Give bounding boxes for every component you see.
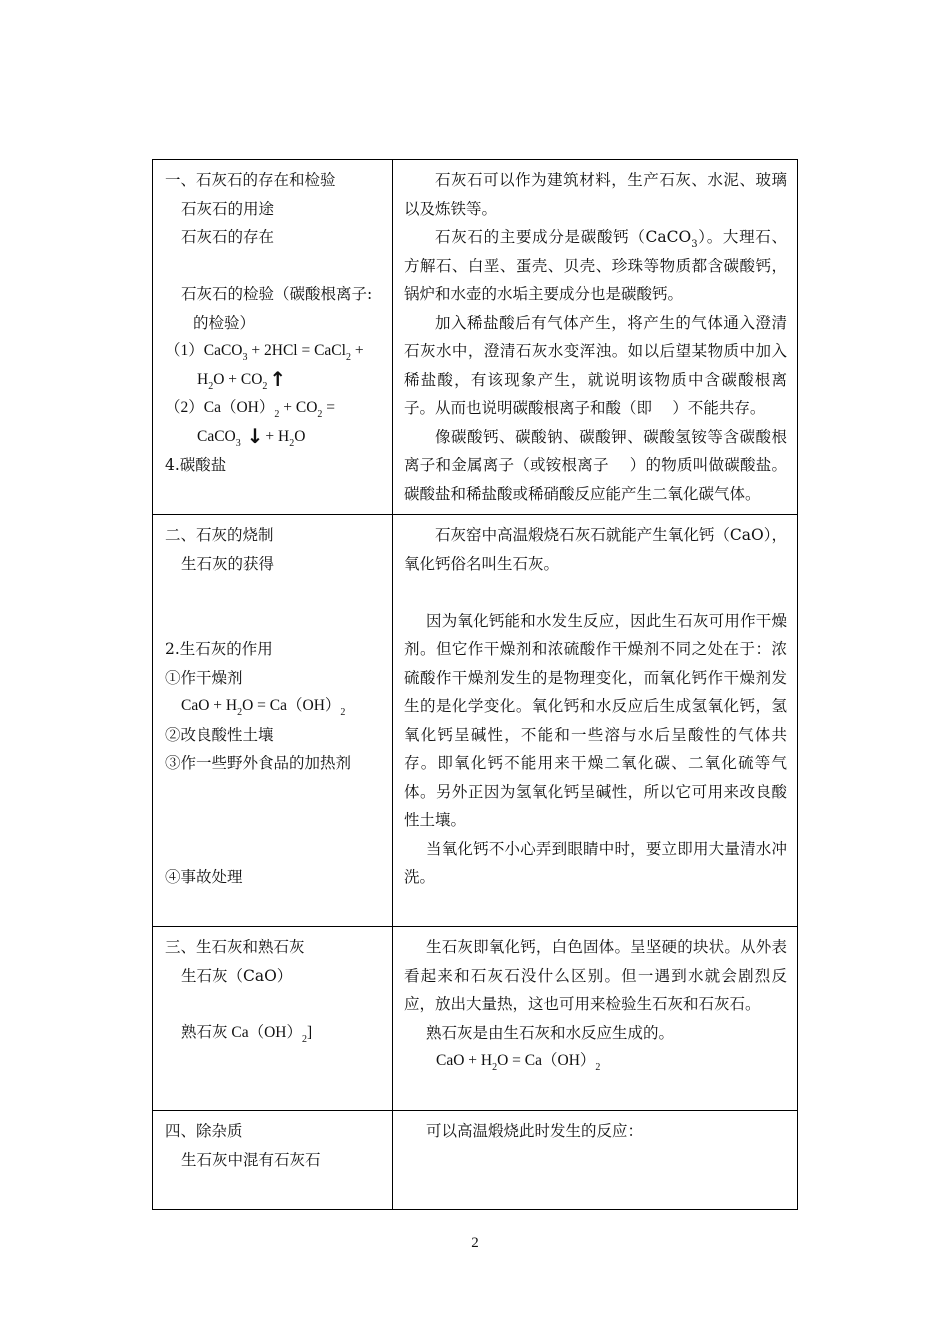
paragraph: 加入稀盐酸后有气体产生，将产生的气体通入澄清石灰水中，澄清石灰水变浑浊。如以后望某物质中加入稀盐酸，有该现象产生，就说明该物质中含碳酸根离子。从而也说明碳酸根离子和酸（即 ）不能共存。 xyxy=(404,313,787,417)
topic-cell xyxy=(153,927,393,1110)
topic-item: 石灰石的用途 xyxy=(181,199,275,218)
topic-item: 石灰石的检验（碳酸根离子: xyxy=(181,285,373,303)
explanation-cell xyxy=(393,515,797,926)
topic-item: 石灰石的存在 xyxy=(181,228,275,246)
equation-line: $(2)Ca(OH)_2 + CO_2$ = xyxy=(165,399,336,420)
topic-cell xyxy=(153,1111,393,1209)
section-title: 三、生石灰和熟石灰 xyxy=(165,938,305,956)
topic-item: ①作干燥剂 xyxy=(165,668,243,687)
paragraph: 可以高温煅烧此时发生的反应： xyxy=(426,1122,644,1140)
paragraph: 石灰石的主要成分是碳酸钙（CaCO$_3$）。大理石、方解石、白垩、蛋壳、贝壳、珍珠等物质都含碳酸钙，锅炉和水壶的水垢主要成分也是碳酸钙。 xyxy=(404,228,787,303)
table-row xyxy=(153,514,797,926)
paragraph: 石灰窑中高温煅烧石灰石就能产生氧化钙（CaO），氧化钙俗名叫生石灰。 xyxy=(404,526,787,573)
table-row xyxy=(153,926,797,1110)
table-row xyxy=(153,1110,797,1209)
section-title: 四、除杂质 xyxy=(165,1122,243,1140)
page-number: 2 xyxy=(471,1235,479,1251)
explanation-cell xyxy=(393,927,797,1110)
paragraph: 当氧化钙不小心弄到眼睛中时，要立即用大量清水冲洗。 xyxy=(404,839,787,886)
paragraph: 生石灰即氧化钙，白色固体。呈坚硬的块状。从外表看起来和石灰石没什么区别。但一遇到水就会剧烈反应，放出大量热，这也可用来检验生石灰和石灰石。 xyxy=(404,938,787,1013)
explanation-cell xyxy=(393,1111,797,1209)
paragraph: 因为氧化钙能和水发生反应，因此生石灰可用作干燥剂。但它作干燥剂和浓硫酸作干燥剂不同之处在于：浓硫酸作干燥剂发生的是物理变化，而氧化钙作干燥剂发生的是化学变化。氧化钙和水反应后生成氢氧化钙，氢氧化钙呈碱性，不能和一些溶与水后呈酸性的气体共存。即氧化钙不能用来干燥二氧化碳、二氧化硫等气体。另外正因为氢氧化钙呈碱性，所以它可用来改良酸性土壤。 xyxy=(404,611,787,829)
topic-item: 生石灰的获得 xyxy=(181,554,275,573)
topic-item: ②改良酸性土壤 xyxy=(165,725,274,744)
explanation-cell xyxy=(393,160,797,514)
topic-item: 熟石灰 $Ca(OH)_2$] xyxy=(181,1023,313,1045)
topic-item: 2.生石灰的作用 xyxy=(165,640,273,658)
content-table xyxy=(152,159,798,1210)
paragraph: 熟石灰是由生石灰和水反应生成的。 xyxy=(426,1023,675,1042)
equation-line: CaO + $H_2O = Ca(OH)_2$ xyxy=(436,1052,601,1073)
topic-cell xyxy=(153,160,393,514)
topic-item: 生石灰（CaO） xyxy=(181,966,293,985)
topic-item: ④事故处理 xyxy=(165,868,243,886)
paragraph: 像碳酸钙、碳酸钠、碳酸钾、碳酸氢铵等含碳酸根离子和金属离子（或铵根离子 ）的物质叫做碳酸盐。碳酸盐和稀盐酸或稀硝酸反应能产生二氧化碳气体。 xyxy=(404,427,787,503)
topic-cell xyxy=(153,515,393,926)
equation-line: （1）CaCO$_3$ + 2HCl = CaCl$_2$ + xyxy=(165,342,364,363)
topic-item: ③作一些野外食品的加热剂 xyxy=(165,754,352,772)
equation-line: $H_2O + CO_2$ ↑ xyxy=(197,366,287,392)
topic-item: 生石灰中混有石灰石 xyxy=(181,1150,321,1169)
topic-item: 的检验） xyxy=(193,313,256,332)
topic-item: 4.碳酸盐 xyxy=(165,456,227,474)
table-row xyxy=(153,160,797,514)
section-title: 一、石灰石的存在和检验 xyxy=(165,171,336,189)
section-title: 二、石灰的烧制 xyxy=(165,526,274,544)
equation-line: CaO + $H_2O = Ca(OH)_2$ xyxy=(181,697,346,718)
equation-line: CaCO$_3$ ↓ + $H_2O$ xyxy=(197,423,306,449)
paragraph: 石灰石可以作为建筑材料，生产石灰、水泥、玻璃以及炼铁等。 xyxy=(404,171,787,218)
